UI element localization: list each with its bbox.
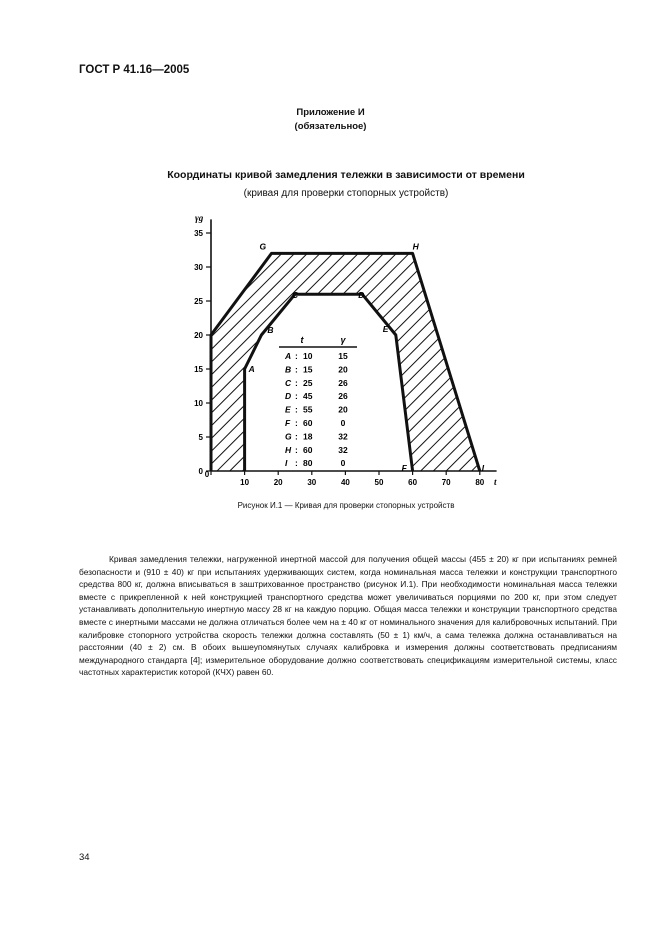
point-label-f: F <box>401 463 407 473</box>
x-tick-label: 40 <box>340 478 350 487</box>
figure-subtitle: (кривая для проверки стопорных устройств) <box>243 188 449 199</box>
table-row-colon: : <box>295 364 298 375</box>
x-axis-label: t <box>494 477 497 487</box>
document-header: ГОСТ Р 41.16—2005 <box>79 64 190 76</box>
table-row-t: 45 <box>303 391 313 402</box>
figure-title: Координаты кривой замедления тележки в зависимости от времени <box>167 169 525 181</box>
table-row-gamma: 20 <box>338 404 348 415</box>
x-tick-label: 70 <box>441 478 451 487</box>
figure-caption: Рисунок И.1 — Кривая для проверки стопорных устройств <box>237 501 455 510</box>
table-row-gamma: 0 <box>340 458 346 469</box>
origin-label: 0 <box>204 470 210 479</box>
y-tick-label: 5 <box>198 433 203 442</box>
table-row-t: 60 <box>303 444 313 455</box>
table-row-label: G <box>285 431 292 442</box>
y-tick-label: 15 <box>194 365 203 374</box>
table-row-gamma: 20 <box>338 364 348 375</box>
y-axis-label: γg <box>195 213 204 223</box>
point-label-c: C <box>292 290 299 301</box>
table-row-label: I <box>285 458 288 469</box>
point-label-h: H <box>412 241 419 252</box>
table-row-gamma: 26 <box>338 391 348 402</box>
table-row-colon: : <box>295 458 298 469</box>
y-tick-label: 20 <box>194 331 203 340</box>
table-row-label: C <box>285 377 292 388</box>
table-row-colon: : <box>295 404 298 415</box>
point-label-g: G <box>259 241 267 252</box>
table-row-label: E <box>285 404 291 415</box>
table-row-gamma: 26 <box>338 377 348 388</box>
table-row-t: 80 <box>303 458 313 469</box>
y-tick-label: 0 <box>198 467 203 476</box>
table-row-gamma: 0 <box>340 418 346 428</box>
y-tick-label: 25 <box>194 297 203 306</box>
point-label-b: B <box>267 325 274 335</box>
table-header-gamma: γ <box>340 335 346 345</box>
x-tick-label: 10 <box>240 478 250 487</box>
table-row-t: 10 <box>303 351 313 361</box>
table-row-t: 55 <box>303 404 313 415</box>
point-label-i: I <box>481 463 485 473</box>
body-paragraph: Кривая замедления тележки, нагруженной инертной массой для получения общей массы (455 ± 20) кг при испытаниях ремней безопасности и (910 ± 40) кг при испытаниях удерживающих систем, когда номинальная масса тележки и конструкции транспортного средства 800 кг, должна вписываться в заштрихованное пространство (рисунок И.1). При необходимости номинальная масса тележки вместе с прикрепленной к ней конструкцией транспортного средства может увеличиваться порциями по 200 кг, при этом следует устанавливать дополнительную инертную массу 28 кг на каждую порцию. Общая масса тележки и конструкции транспортного средства вместе с инертными массами не должна отличаться более чем на ± 40 кг от номинального значения для калибровочных испытаний. При калибровке стопорного устройства скорость тележки должна составлять (50 ± 1) км/ч, а сама тележка должна останавливаться на расстоянии (40 ± 2) см. В обоих вышеупомянутых случаях калибровка и измерения должны соответствовать предписаниям международного стандарта [4]; измерительное оборудование должно соответствовать спецификациям измерительной системы, класс частотных характеристик которой (КЧХ) равен 60. <box>79 554 617 678</box>
table-row-label: D <box>285 391 292 402</box>
table-row-label: B <box>285 364 292 375</box>
point-label-d: D <box>358 290 365 301</box>
point-label-e: E <box>382 324 389 334</box>
table-row-colon: : <box>295 418 298 428</box>
y-tick-label: 35 <box>194 229 203 238</box>
table-row-colon: : <box>295 391 298 402</box>
table-row-t: 60 <box>303 418 313 428</box>
table-row-colon: : <box>295 431 298 442</box>
table-row-gamma: 15 <box>338 351 348 361</box>
x-tick-label: 60 <box>408 478 418 487</box>
table-row-label: H <box>285 444 292 455</box>
annex-status: (обязательное) <box>294 121 367 132</box>
table-row-gamma: 32 <box>338 431 348 442</box>
table-row-t: 18 <box>303 431 313 442</box>
page-number: 34 <box>79 852 90 863</box>
table-row-t: 15 <box>303 364 313 375</box>
y-tick-label: 10 <box>194 399 203 408</box>
table-row-label: F <box>285 418 291 428</box>
table-row-t: 25 <box>303 377 313 388</box>
annex-title: Приложение И <box>296 107 365 118</box>
y-tick-label: 30 <box>194 263 203 272</box>
table-header-t: t <box>300 335 304 345</box>
table-row-colon: : <box>295 351 298 361</box>
x-tick-label: 30 <box>307 478 317 487</box>
table-row-colon: : <box>295 444 298 455</box>
table-row-label: A <box>285 351 292 361</box>
x-tick-label: 50 <box>374 478 384 487</box>
table-row-colon: : <box>295 377 298 388</box>
table-row-gamma: 32 <box>338 444 348 455</box>
x-tick-label: 80 <box>475 478 485 487</box>
x-tick-label: 20 <box>273 478 283 487</box>
point-label-a: A <box>248 364 255 374</box>
